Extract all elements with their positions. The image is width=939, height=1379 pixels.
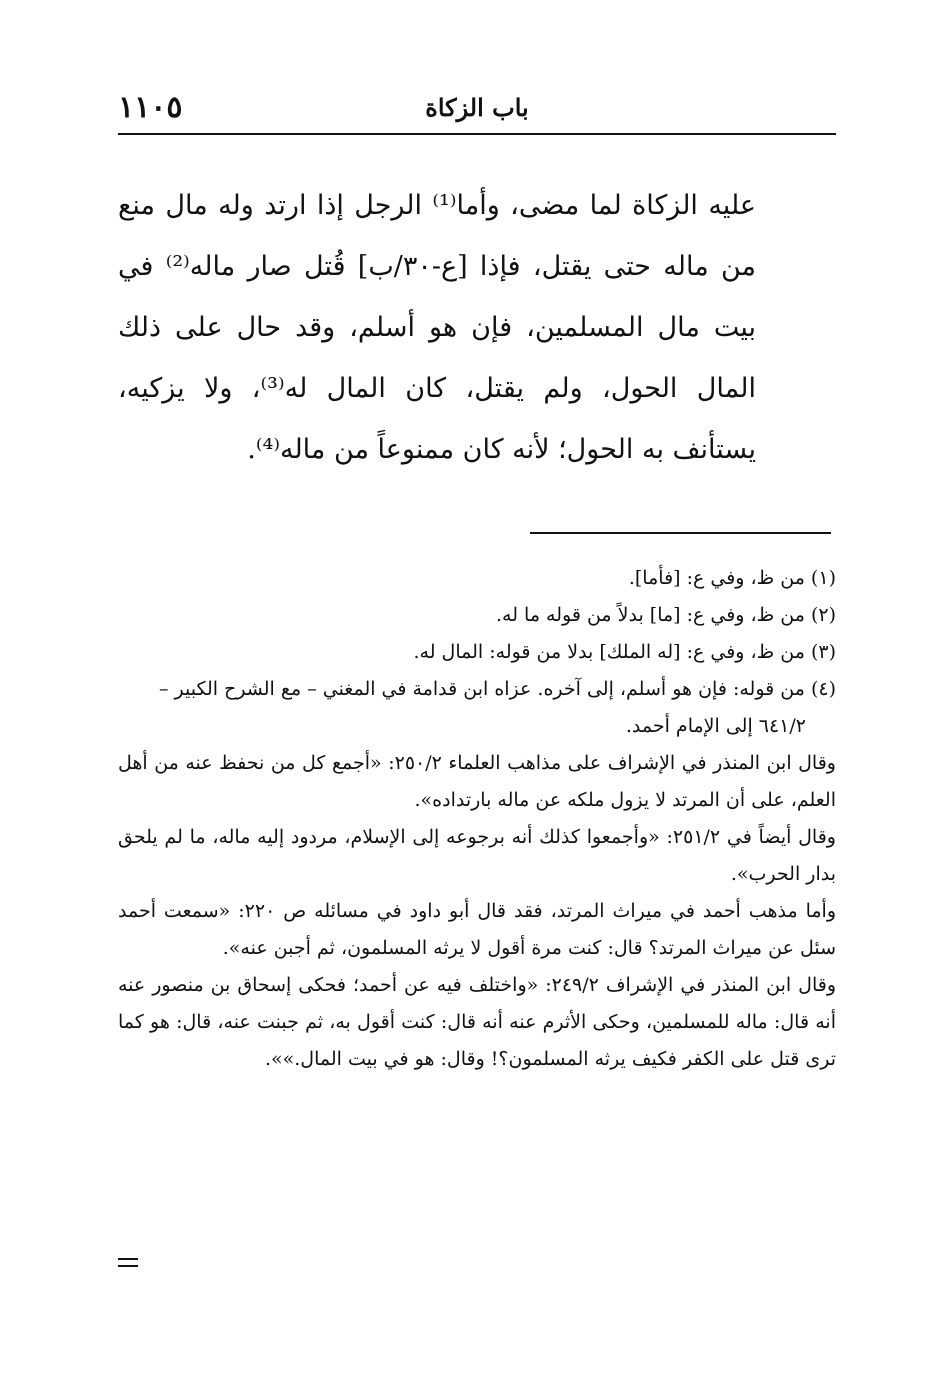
footnote-paragraph-2: وقال أيضاً في ٢٥١/٢: «وأجمعوا كذلك أنه برجوعه إلى الإسلام، مردود إليه ماله، ما لم يلحق بدار الحرب». <box>118 826 836 885</box>
footnote-paragraph-4: وقال ابن المنذر في الإشراف ٢٤٩/٢: «واختلف فيه عن أحمد؛ فحكى إسحاق بن منصور عنه أنه قال: ماله للمسلمين، وحكى الأثرم عنه أنه قال: كنت أقول به، ثم جبنت عنه، قال: هو كما ترى قتل على الكفر فكيف يرثه المسلمون؟! وقال: هو في بيت المال.»». <box>118 974 836 1070</box>
footnote-2: (٢) من ظ، وفي ع: [ما] بدلاً من قوله ما له. <box>495 604 836 626</box>
footnote-4-continuation: ٦٤١/٢ إلى الإمام أحمد. <box>625 715 806 737</box>
header-divider <box>118 133 836 135</box>
main-text <box>118 175 756 480</box>
footnote-3: (٣) من ظ، وفي ع: [له الملك] بدلا من قوله: المال له. <box>413 641 836 663</box>
page-number: ١١٠٥ <box>118 90 183 125</box>
footnote-paragraph-1: وقال ابن المنذر في الإشراف على مذاهب العلماء ٢٥٠/٢: «أجمع كل من نحفظ عنه من أهل العلم، على أن المرتد لا يزول ملكه عن ماله بارتداده». <box>118 752 836 811</box>
footnote-divider <box>530 532 831 534</box>
main-paragraph: عليه الزكاة لما مضى، وأما⁽¹⁾ الرجل إذا ارتد وله مال منع من ماله حتى يقتل، فإذا [ع-٣٠/ب] قُتل صار ماله⁽²⁾ في بيت مال المسلمين، فإن هو أسلم، وقد حال على ذلك المال الحول، ولم يقتل، كان المال له⁽³⁾، ولا يزكيه، يستأنف به الحول؛ لأنه كان ممنوعاً من ماله⁽⁴⁾. <box>118 190 757 465</box>
page-header <box>118 88 836 128</box>
footnote-paragraph-3: وأما مذهب أحمد في ميراث المرتد، فقد قال أبو داود في مسائله ص ٢٢٠: «سمعت أحمد سئل عن ميراث المرتد؟ قال: كنت مرة أقول لا يرثه المسلمون، ثم أجبن عنه». <box>118 900 836 959</box>
footnote-1: (١) من ظ، وفي ع: [فأما]. <box>628 567 836 589</box>
chapter-title: باب الزكاة <box>425 93 529 122</box>
footnotes <box>118 560 836 1078</box>
continuation-mark <box>118 1258 138 1268</box>
footnote-4: (٤) من قوله: فإن هو أسلم، إلى آخره. عزاه ابن قدامة في المغني – مع الشرح الكبير – <box>158 678 836 700</box>
